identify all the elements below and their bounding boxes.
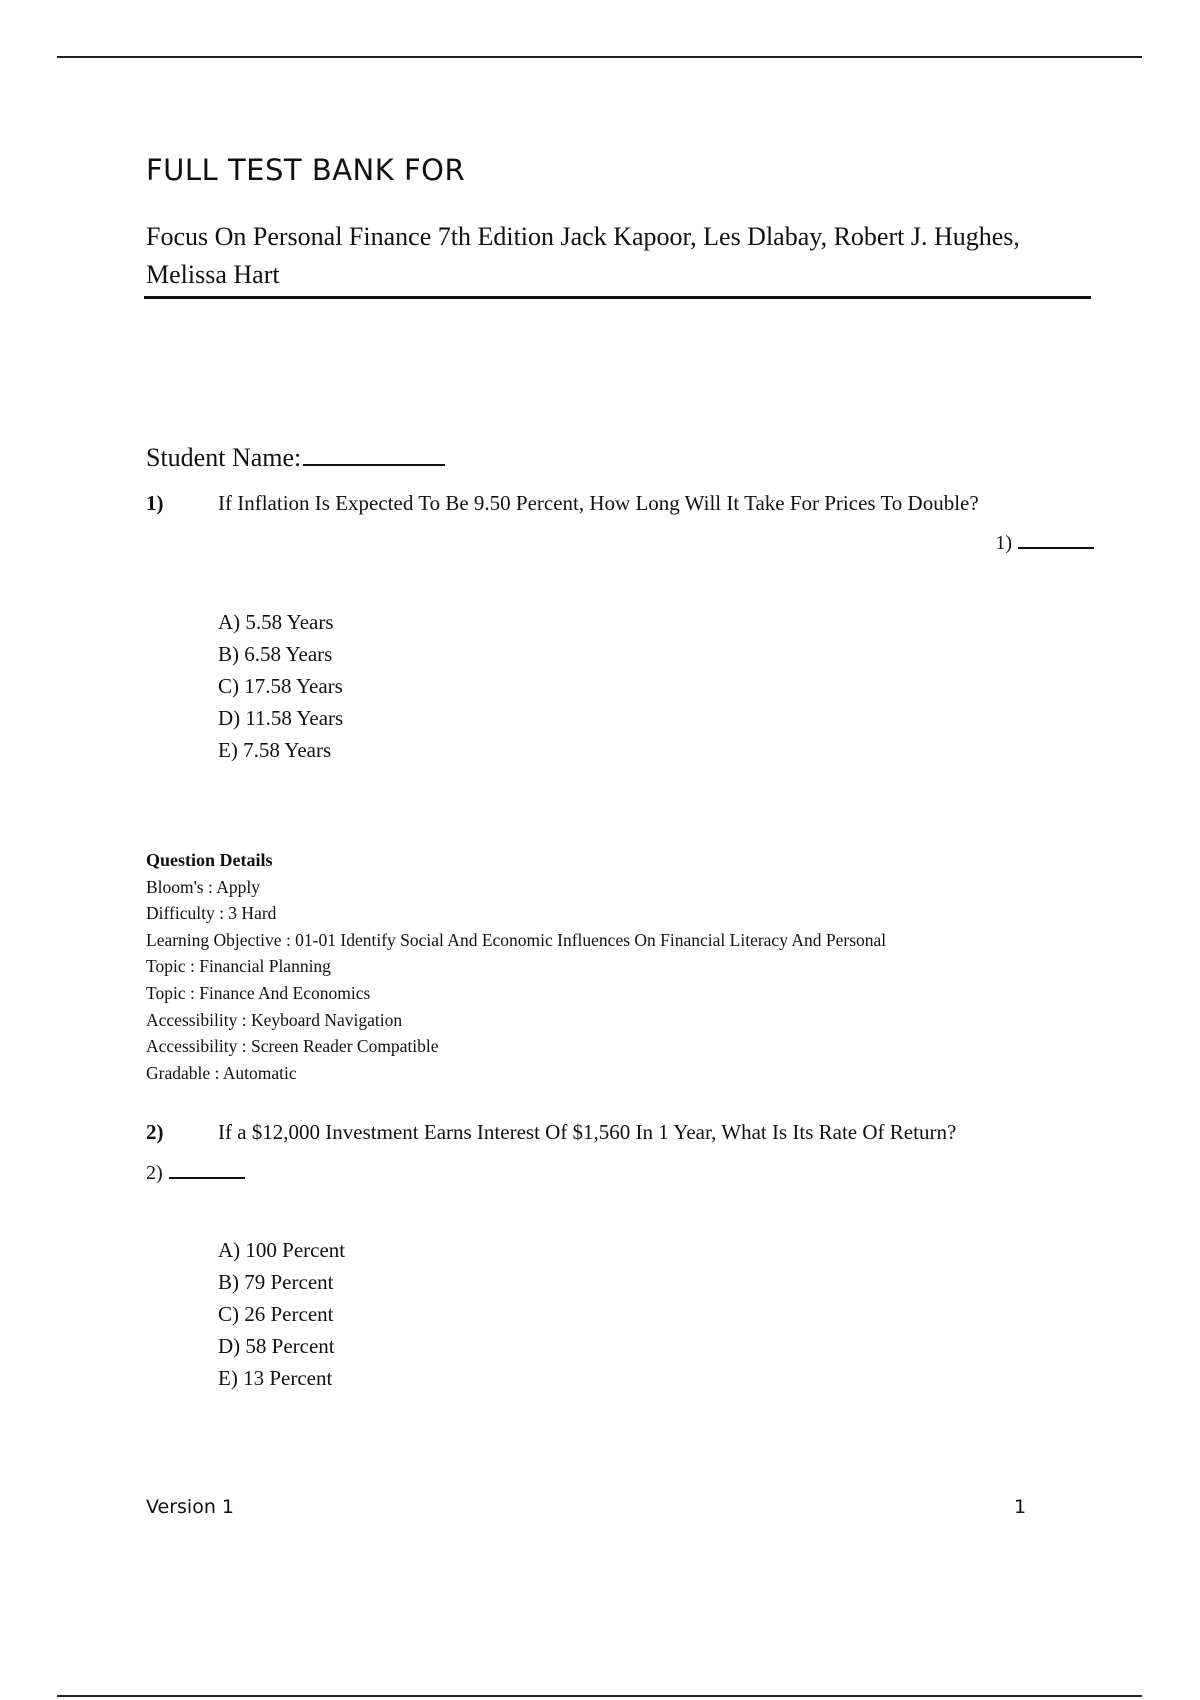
choice-item[interactable]: D) 58 Percent: [218, 1334, 335, 1358]
question-details: [146, 847, 886, 1086]
book-subtitle: Focus On Personal Finance 7th Edition Jack Kapoor, Les Dlabay, Robert J. Hughes, Melissa Hart: [146, 222, 1020, 289]
detail-line: Bloom's : Apply: [146, 876, 261, 897]
question-1-answer-blank[interactable]: [1018, 525, 1094, 549]
choice-item[interactable]: E) 13 Percent: [218, 1366, 333, 1390]
question-1-text: If Inflation Is Expected To Be 9.50 Percent, How Long Will It Take For Prices To Double?: [218, 491, 979, 515]
bottom-divider: [57, 1695, 1142, 1697]
detail-line: Gradable : Automatic: [146, 1062, 297, 1083]
question-2-number: 2): [146, 1120, 164, 1144]
footer-version: Version 1: [146, 1496, 234, 1518]
choice-item[interactable]: B) 79 Percent: [218, 1270, 334, 1294]
choice-item[interactable]: A) 5.58 Years: [218, 610, 334, 634]
page-number: 1: [1014, 1496, 1027, 1518]
title-underline: [144, 296, 1091, 299]
question-2-answer-label: 2): [146, 1162, 163, 1184]
choice-item[interactable]: A) 100 Percent: [218, 1238, 346, 1262]
question-1-answer-slot: [995, 525, 1094, 555]
top-divider: [57, 56, 1142, 58]
question-2-text: If a $12,000 Investment Earns Interest Of $1,560 In 1 Year, What Is Its Rate Of Return?: [218, 1120, 957, 1144]
page-title: FULL TEST BANK FOR: [146, 153, 466, 187]
question-details-heading: Question Details: [146, 850, 273, 870]
detail-line: Learning Objective : 01-01 Identify Social And Economic Influences On Financial Literacy And Personal: [146, 929, 887, 950]
question-1-number: 1): [146, 491, 164, 515]
detail-line: Accessibility : Screen Reader Compatible: [146, 1036, 439, 1057]
question-1-answer-label: 1): [995, 532, 1012, 554]
choice-item[interactable]: E) 7.58 Years: [218, 738, 332, 762]
choice-item[interactable]: B) 6.58 Years: [218, 642, 333, 666]
question-2-choices: [218, 1234, 345, 1394]
student-name-blank[interactable]: [303, 436, 445, 466]
detail-line: Accessibility : Keyboard Navigation: [146, 1009, 403, 1030]
student-name-label: Student Name:: [146, 443, 302, 472]
detail-line: Topic : Financial Planning: [146, 956, 331, 977]
question-1-choices: [218, 606, 343, 766]
detail-line: Topic : Finance And Economics: [146, 982, 371, 1003]
question-2-answer-slot: [146, 1155, 245, 1185]
choice-item[interactable]: C) 26 Percent: [218, 1302, 334, 1326]
question-2-answer-blank[interactable]: [169, 1155, 245, 1179]
choice-item[interactable]: C) 17.58 Years: [218, 674, 343, 698]
student-name-row: [146, 436, 445, 473]
choice-item[interactable]: D) 11.58 Years: [218, 706, 344, 730]
detail-line: Difficulty : 3 Hard: [146, 903, 277, 924]
